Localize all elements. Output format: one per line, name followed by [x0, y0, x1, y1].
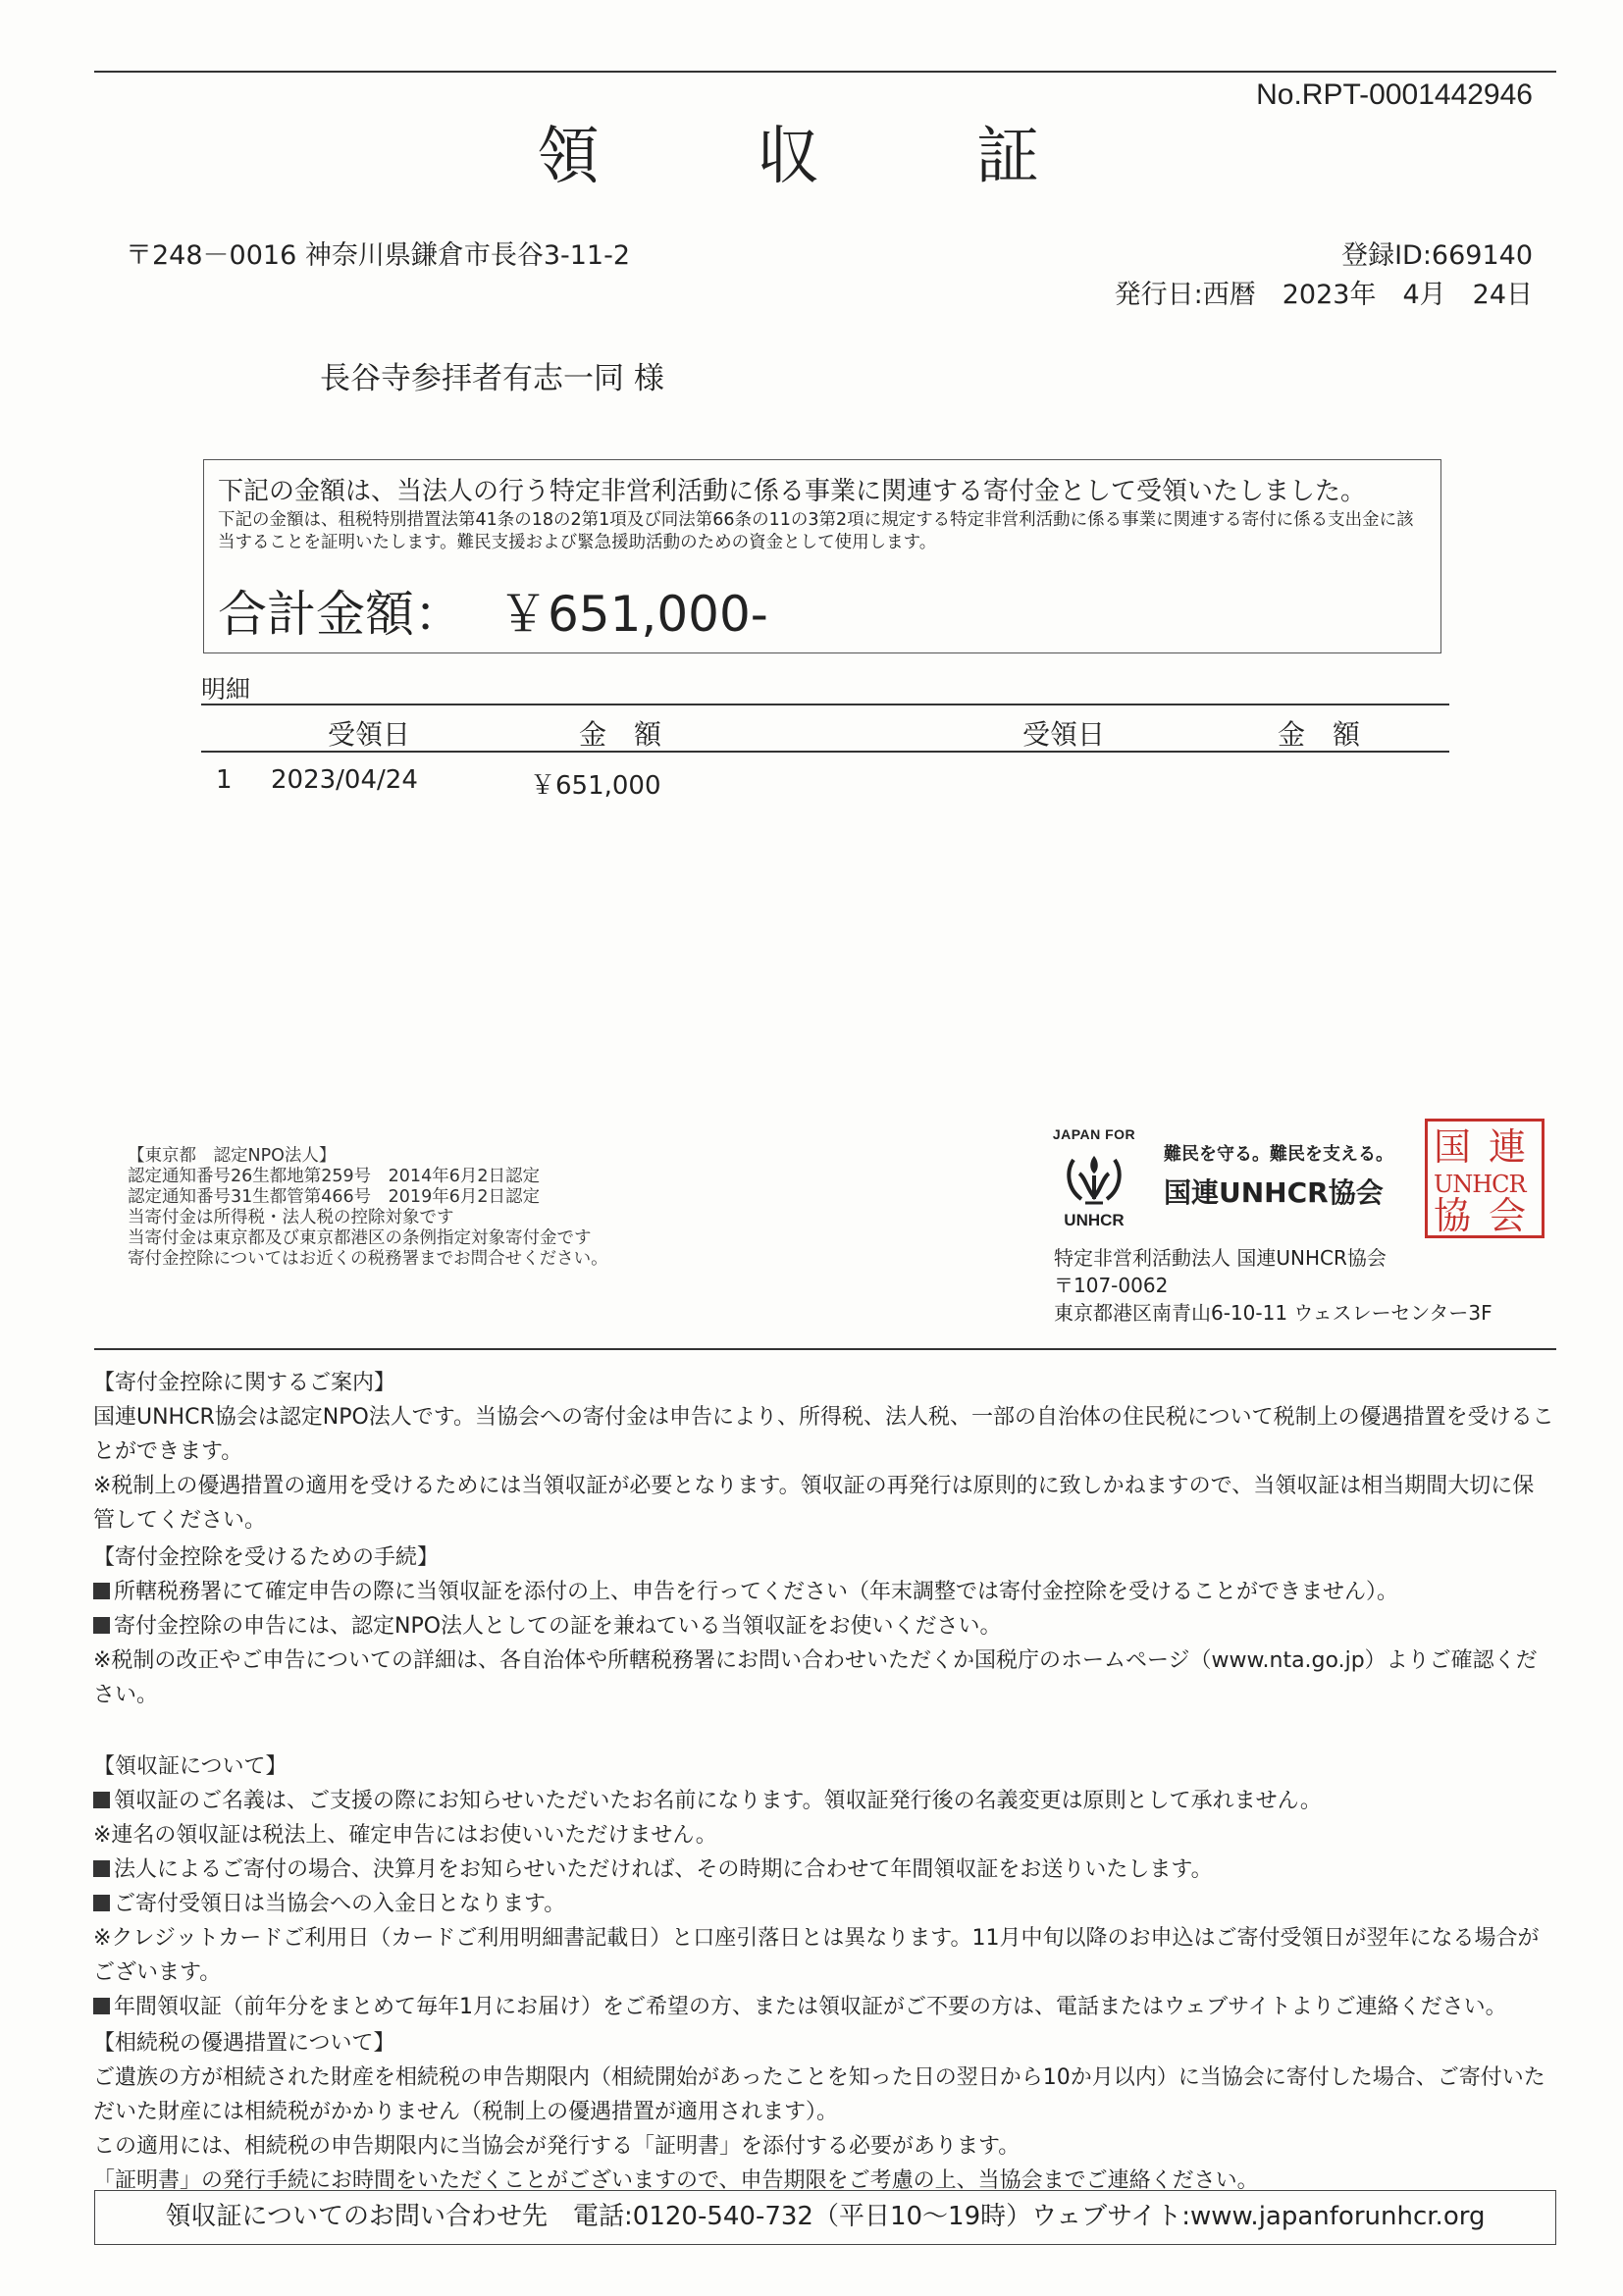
row-number: 1 [216, 765, 233, 795]
details-label: 明細 [201, 675, 251, 704]
section-paragraph: この適用には、相続税の申告期限内に当協会が発行する「証明書」を添付する必要があります。 [93, 2134, 1021, 2159]
total-row [218, 575, 768, 646]
square-bullet-icon [93, 1583, 110, 1599]
section-paragraph: ご遺族の方が相続された財産を相続税の申告期限内（相続開始があったことを知った日の翌日から10か月以内）に当協会に寄付した場合、ご寄付いただいた財産には相続税がかかりません（税制上の優遇措置が適用されます）。 [93, 2065, 1545, 2124]
issue-date: 発行日:西暦 2023年 4月 24日 [1114, 280, 1533, 310]
section-paragraph: ※税制上の優遇措置の適用を受けるためには当領収証が必要となります。領収証の再発行は原則的に致しかねますので、当領収証は相当期間大切に保管してください。 [93, 1474, 1535, 1533]
section-paragraph: 所轄税務署にて確定申告の際に当領収証を添付の上、申告を行ってください（年末調整では寄付金控除を受けることができません）。 [93, 1575, 1555, 1609]
seal-char: 会 [1489, 1194, 1527, 1237]
logo-bottom-text: UNHCR [1064, 1211, 1125, 1229]
section-paragraph: 年間領収証（前年分をまとめて毎年1月にお届け）をご希望の方、または領収証がご不要の方は、電話またはウェブサイトよりご連絡ください。 [93, 1990, 1555, 2024]
square-bullet-icon [93, 1792, 110, 1808]
certification-text: 下記の金額は、租税特別措置法第41条の18の2第1項及び同法第66条の11の3第2項に規定する特定非営利活動に係る事業に関連する寄付に係る支出金に該当することを証明いたします。難民支援および緊急援助活動のための資金として使用します。 [218, 510, 1414, 552]
header-date-2: 受領日 [1022, 718, 1106, 751]
npo-line: 寄付金控除についてはお近くの税務署までお問合せください。 [128, 1249, 608, 1269]
details-top-rule [201, 704, 1449, 705]
org-name: 国連UNHCR協会 [1164, 1176, 1384, 1209]
npo-line: 認定通知番号31生都管第466号 2019年6月2日認定 [128, 1187, 540, 1207]
section-paragraph: 法人によるご寄付の場合、決算月をお知らせいただければ、その時期に合わせて年間領収証をお送りいたします。 [93, 1852, 1555, 1887]
org-address: 東京都港区南青山6-10-11 ウェスレーセンター3F [1054, 1301, 1492, 1325]
details-header-rule [201, 751, 1449, 753]
npo-line: 当寄付金は東京都及び東京都港区の条例指定対象寄付金です [128, 1228, 592, 1248]
header-amount-1: 金 額 [579, 718, 662, 751]
section-deduction-info [93, 1366, 1555, 1538]
seal-char: 国 [1434, 1125, 1472, 1169]
section-paragraph: ※クレジットカードご利用日（カードご利用明細書記載日）と口座引落日とは異なります。11月中旬以降のお申込はご寄付受領日が翌年になる場合がございます。 [93, 1926, 1540, 1985]
laurel-hands-icon [1060, 1148, 1128, 1209]
section-title: 【相続税の優遇措置について】 [93, 2031, 395, 2056]
middle-rule [94, 1348, 1556, 1350]
section-paragraph: 「証明書」の発行手続にお時間をいただくことがございますので、申告期限をご考慮の上、当協会までご連絡ください。 [93, 2168, 1259, 2193]
total-amount: ￥651,000- [498, 586, 768, 643]
square-bullet-icon [93, 1617, 110, 1634]
square-bullet-icon [93, 1895, 110, 1911]
registration-id: 登録ID:669140 [1341, 240, 1533, 271]
unhcr-logo [1048, 1126, 1140, 1234]
square-bullet-icon [93, 1998, 110, 2014]
row-amount: ￥651,000 [530, 771, 661, 801]
section-title: 【領収証について】 [93, 1754, 288, 1779]
npo-line: 認定通知番号26生都地第259号 2014年6月2日認定 [128, 1167, 540, 1186]
org-full-name: 特定非営利活動法人 国連UNHCR協会 [1054, 1246, 1387, 1270]
recipient-name: 長谷寺参拝者有志一同 様 [320, 361, 664, 396]
contact-footer: 領収証についてのお問い合わせ先 電話:0120-540-732（平日10～19時）ウェブサイト:www.japanforunhcr.org [94, 2190, 1556, 2245]
logo-top-text: JAPAN FOR [1052, 1126, 1136, 1142]
section-paragraph: 寄付金控除の申告には、認定NPO法人としての証を兼ねている当領収証をお使いください。 [93, 1609, 1555, 1644]
recipient-address: 〒248－0016 神奈川県鎌倉市長谷3-11-2 [126, 240, 631, 271]
npo-info [128, 1146, 608, 1270]
top-rule [94, 71, 1556, 73]
section-paragraph: 領収証のご名義は、ご支援の際にお知らせいただいたお名前になります。領収証発行後の名義変更は原則として承れません。 [93, 1784, 1555, 1818]
header-amount-2: 金 額 [1278, 718, 1361, 751]
org-slogan: 難民を守る。難民を支える。 [1164, 1144, 1393, 1165]
section-title: 【寄付金控除を受けるための手続】 [93, 1545, 440, 1570]
seal-char: 連 [1489, 1125, 1527, 1169]
section-paragraph: ※連名の領収証は税法上、確定申告にはお使いいただけません。 [93, 1823, 717, 1848]
receipt-statement: 下記の金額は、当法人の行う特定非営利活動に係る事業に関連する寄付金として受領いたしました。 [218, 477, 1367, 506]
section-inheritance [93, 2026, 1555, 2198]
header-date-1: 受領日 [328, 718, 411, 751]
section-paragraph: 国連UNHCR協会は認定NPO法人です。当協会への寄付金は申告により、所得税、法人税、一部の自治体の住民税について税制上の優遇措置を受けることができます。 [93, 1405, 1554, 1464]
org-postal: 〒107-0062 [1054, 1274, 1169, 1297]
row-date: 2023/04/24 [271, 765, 418, 795]
section-procedure [93, 1540, 1555, 1712]
section-paragraph: ※税制の改正やご申告についての詳細は、各自治体や所轄税務署にお問い合わせいただくか国税庁のホームページ（www.nta.go.jp）よりご確認ください。 [93, 1648, 1538, 1707]
seal-char: UNHCR [1434, 1171, 1526, 1198]
section-title: 【寄付金控除に関するご案内】 [93, 1371, 396, 1395]
section-receipt-notes [93, 1749, 1555, 2024]
official-seal [1425, 1119, 1544, 1238]
square-bullet-icon [93, 1860, 110, 1877]
npo-line: 当寄付金は所得税・法人税の控除対象です [128, 1208, 454, 1227]
seal-char: 協 [1434, 1194, 1472, 1237]
receipt-number: No.RPT-0001442946 [1256, 78, 1533, 111]
section-paragraph: ご寄付受領日は当協会への入金日となります。 [93, 1887, 1555, 1921]
page-title: 領 収 証 [537, 121, 1086, 193]
npo-line: 【東京都 認定NPO法人】 [128, 1146, 337, 1166]
total-label: 合計金額： [218, 586, 463, 643]
